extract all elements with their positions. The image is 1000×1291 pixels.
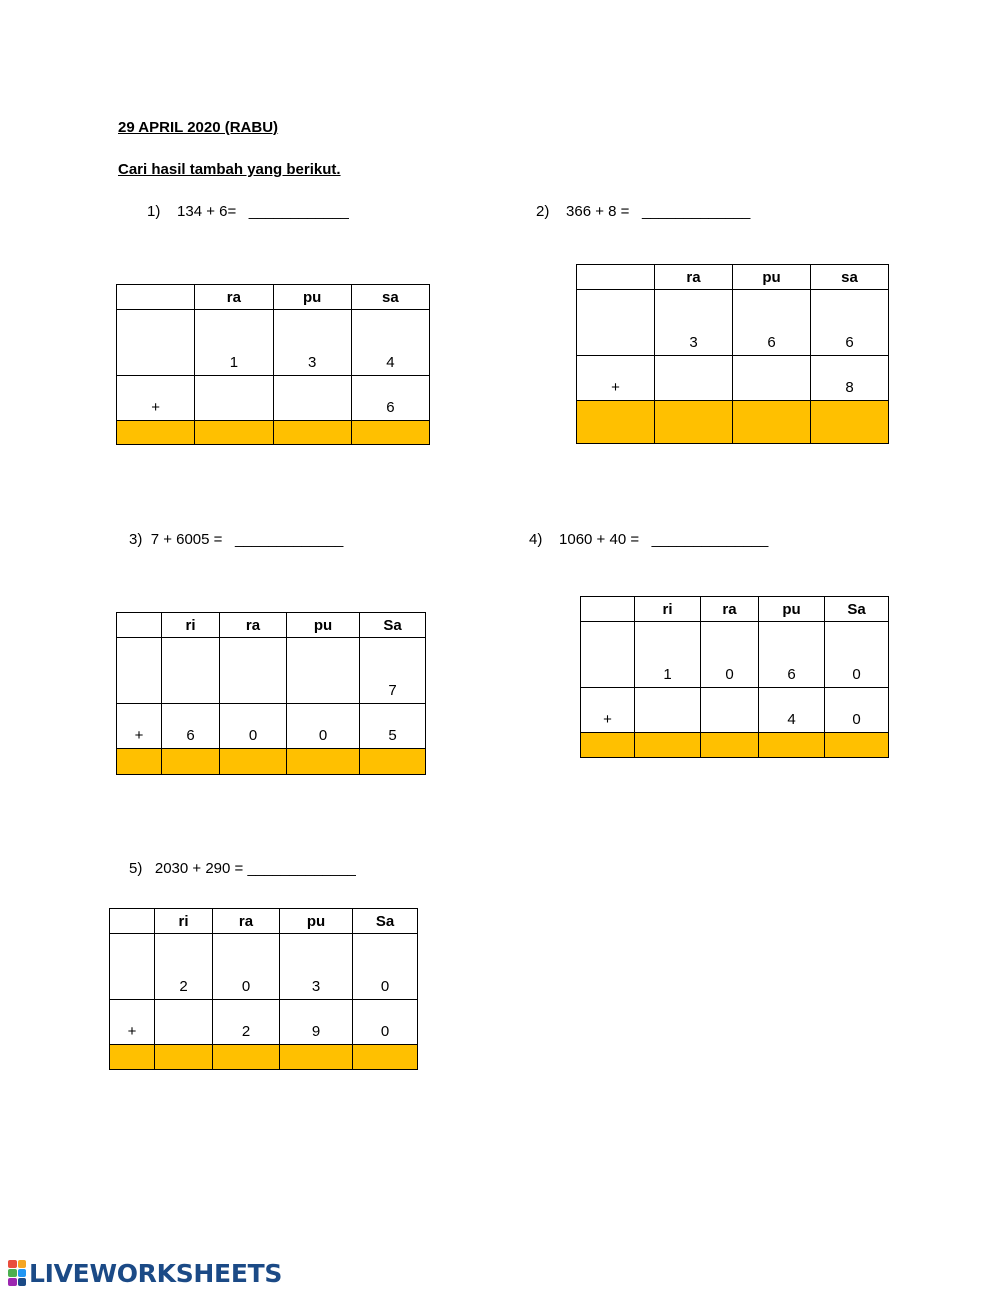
digit-cell: 0 xyxy=(825,688,889,733)
answer-blank[interactable]: ____________ xyxy=(248,203,349,220)
place-value-table-3 xyxy=(116,612,426,775)
question-expression: 134 + 6= xyxy=(177,203,237,220)
answer-cell[interactable] xyxy=(220,749,287,775)
answer-cell[interactable] xyxy=(287,749,360,775)
digit-cell: 0 xyxy=(213,934,280,1000)
question-number: 2) xyxy=(536,203,550,220)
table-header-cell: sa xyxy=(351,285,429,310)
question-number: 1) xyxy=(147,203,161,220)
answer-cell[interactable] xyxy=(213,1045,280,1070)
place-value-table-4 xyxy=(580,596,889,758)
table-header-cell: ra xyxy=(655,265,733,290)
liveworksheets-logo xyxy=(8,1259,282,1287)
answer-cell[interactable] xyxy=(655,401,733,444)
table-header-cell: pu xyxy=(759,597,825,622)
worksheet-date: 29 APRIL 2020 (RABU) xyxy=(118,119,279,136)
question-expression: 366 + 8 = xyxy=(566,203,630,220)
digit-cell xyxy=(162,638,220,704)
table-header-cell xyxy=(117,613,162,638)
plus-sign-cell: + xyxy=(581,688,635,733)
answer-cell[interactable] xyxy=(577,401,655,444)
answer-cell[interactable] xyxy=(353,1045,418,1070)
table-header-cell: ra xyxy=(701,597,759,622)
place-value-table-1 xyxy=(116,284,430,445)
digit-cell: 0 xyxy=(353,1000,418,1045)
table-header-cell: ri xyxy=(635,597,701,622)
question-number: 5) xyxy=(129,860,143,877)
table-header-cell: ri xyxy=(162,613,220,638)
digit-cell: 0 xyxy=(287,704,360,749)
digit-cell: 6 xyxy=(733,290,811,356)
digit-cell: 1 xyxy=(635,622,701,688)
answer-cell[interactable] xyxy=(117,421,195,445)
digit-cell: 2 xyxy=(155,934,213,1000)
digit-cell: 6 xyxy=(759,622,825,688)
question-number: 4) xyxy=(529,531,543,548)
question-2 xyxy=(536,203,750,220)
digit-cell xyxy=(117,638,162,704)
digit-cell: 0 xyxy=(353,934,418,1000)
answer-blank[interactable]: _____________ xyxy=(641,203,751,220)
digit-cell: 2 xyxy=(213,1000,280,1045)
digit-cell xyxy=(117,310,195,376)
question-4 xyxy=(529,531,768,548)
digit-cell: 5 xyxy=(360,704,426,749)
place-value-table-5 xyxy=(109,908,418,1070)
answer-cell[interactable] xyxy=(581,733,635,758)
answer-cell[interactable] xyxy=(635,733,701,758)
question-5 xyxy=(129,860,356,877)
table-header-cell: pu xyxy=(280,909,353,934)
digit-cell: 6 xyxy=(351,376,429,421)
table-header-cell: Sa xyxy=(360,613,426,638)
answer-blank[interactable]: _____________ xyxy=(234,531,344,548)
digit-cell xyxy=(655,356,733,401)
answer-blank[interactable]: ______________ xyxy=(651,531,769,548)
digit-cell xyxy=(581,622,635,688)
digit-cell: 8 xyxy=(811,356,889,401)
digit-cell: 3 xyxy=(280,934,353,1000)
answer-cell[interactable] xyxy=(701,733,759,758)
place-value-table-2 xyxy=(576,264,889,444)
digit-cell: 0 xyxy=(825,622,889,688)
table-header-cell xyxy=(110,909,155,934)
digit-cell: 6 xyxy=(811,290,889,356)
table-header-cell: pu xyxy=(287,613,360,638)
plus-sign-cell: + xyxy=(117,376,195,421)
digit-cell: 7 xyxy=(360,638,426,704)
digit-cell: 4 xyxy=(351,310,429,376)
answer-cell[interactable] xyxy=(351,421,429,445)
table-header-cell: ra xyxy=(220,613,287,638)
question-number: 3) xyxy=(129,531,143,548)
digit-cell: 9 xyxy=(280,1000,353,1045)
answer-blank[interactable]: _____________ xyxy=(247,860,356,877)
answer-cell[interactable] xyxy=(155,1045,213,1070)
digit-cell: 4 xyxy=(759,688,825,733)
question-3 xyxy=(129,531,343,548)
digit-cell xyxy=(287,638,360,704)
digit-cell xyxy=(273,376,351,421)
answer-cell[interactable] xyxy=(759,733,825,758)
digit-cell xyxy=(701,688,759,733)
answer-cell[interactable] xyxy=(195,421,273,445)
digit-cell xyxy=(110,934,155,1000)
table-header-cell xyxy=(581,597,635,622)
logo-icon xyxy=(8,1260,26,1286)
digit-cell xyxy=(577,290,655,356)
table-header-cell: Sa xyxy=(353,909,418,934)
table-header-cell: ra xyxy=(213,909,280,934)
table-header-cell xyxy=(117,285,195,310)
logo-text: LIVEWORKSHEETS xyxy=(29,1258,283,1288)
table-header-cell: Sa xyxy=(825,597,889,622)
answer-cell[interactable] xyxy=(110,1045,155,1070)
plus-sign-cell: + xyxy=(110,1000,155,1045)
plus-sign-cell: + xyxy=(117,704,162,749)
digit-cell xyxy=(155,1000,213,1045)
digit-cell: 0 xyxy=(220,704,287,749)
question-expression: 2030 + 290 = xyxy=(154,860,244,877)
answer-cell[interactable] xyxy=(117,749,162,775)
digit-cell: 0 xyxy=(701,622,759,688)
answer-cell[interactable] xyxy=(280,1045,353,1070)
question-expression: 1060 + 40 = xyxy=(559,531,640,548)
table-header-cell xyxy=(577,265,655,290)
digit-cell: 3 xyxy=(273,310,351,376)
answer-cell[interactable] xyxy=(811,401,889,444)
digit-cell xyxy=(195,376,273,421)
digit-cell: 3 xyxy=(655,290,733,356)
answer-cell[interactable] xyxy=(162,749,220,775)
table-header-cell: sa xyxy=(811,265,889,290)
answer-cell[interactable] xyxy=(273,421,351,445)
table-header-cell: ri xyxy=(155,909,213,934)
table-header-cell: ra xyxy=(195,285,273,310)
question-expression: 7 + 6005 = xyxy=(150,531,223,548)
answer-cell[interactable] xyxy=(360,749,426,775)
digit-cell xyxy=(220,638,287,704)
table-header-cell: pu xyxy=(733,265,811,290)
digit-cell xyxy=(733,356,811,401)
question-1 xyxy=(147,203,349,220)
table-header-cell: pu xyxy=(273,285,351,310)
plus-sign-cell: + xyxy=(577,356,655,401)
digit-cell: 6 xyxy=(162,704,220,749)
digit-cell: 1 xyxy=(195,310,273,376)
digit-cell xyxy=(635,688,701,733)
answer-cell[interactable] xyxy=(825,733,889,758)
answer-cell[interactable] xyxy=(733,401,811,444)
worksheet-instruction: Cari hasil tambah yang berikut. xyxy=(118,161,341,178)
